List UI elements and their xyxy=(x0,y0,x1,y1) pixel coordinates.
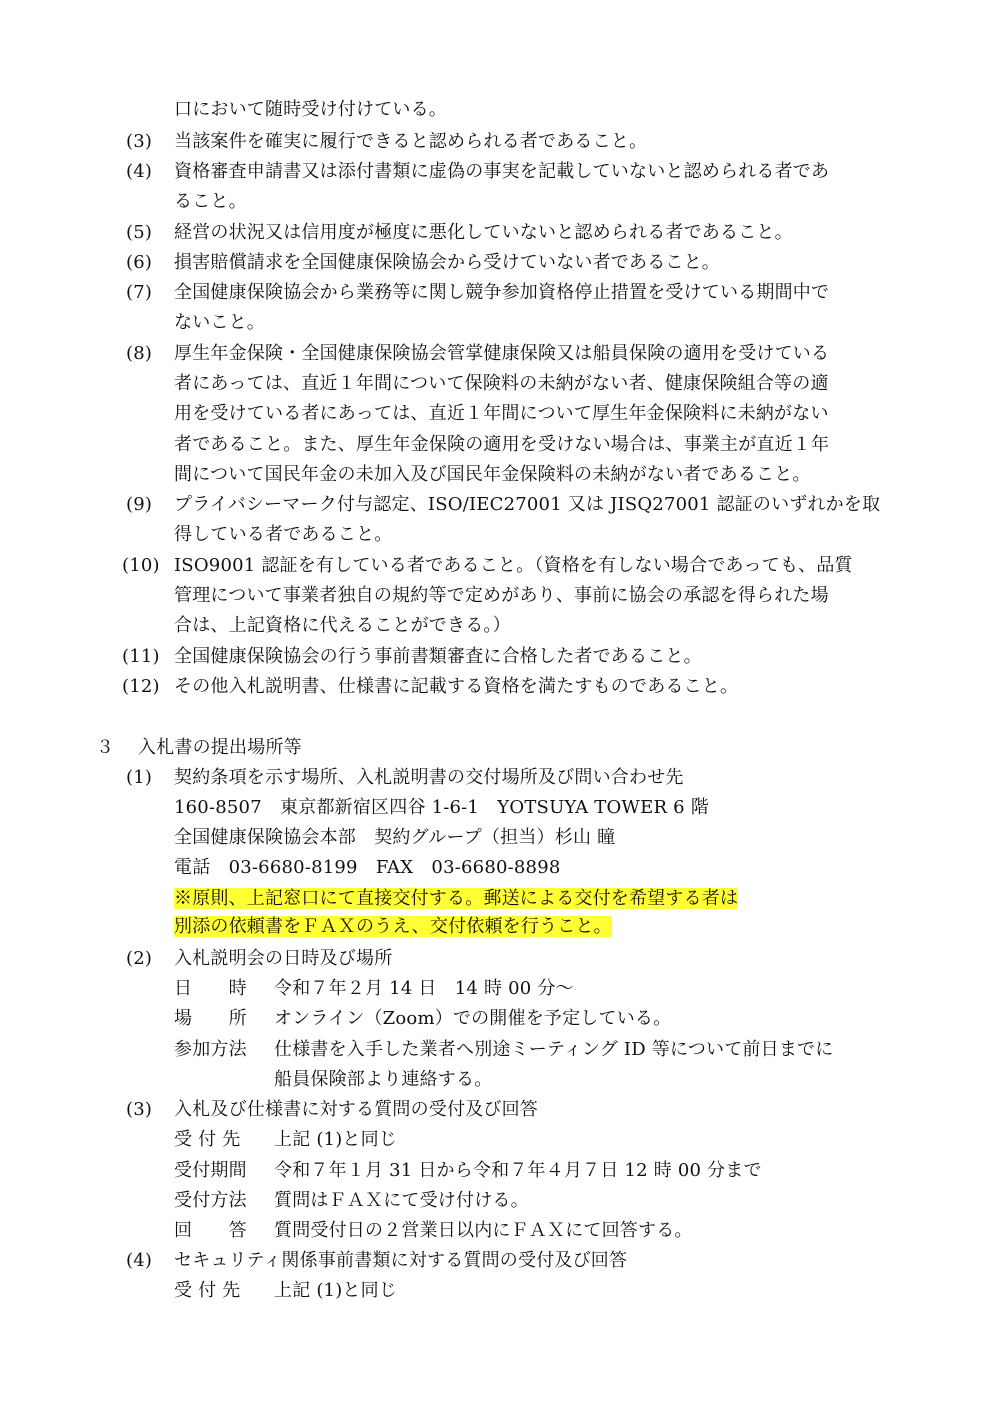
field-value: 船員保険部より連絡する。 xyxy=(274,1069,493,1090)
highlighted-note xyxy=(174,912,612,942)
field-value: 上記 (1)と同じ xyxy=(274,1129,398,1150)
field-label: 参加方法 xyxy=(174,1039,247,1060)
contact-address: 160-8507 東京都新宿区四谷 1-6-1 YOTSUYA TOWER 6 階 xyxy=(174,797,709,818)
field-label: 受 付 先 xyxy=(174,1280,241,1301)
subsection-title: 入札説明会の日時及び場所 xyxy=(174,948,393,969)
requirement-text: 間について国民年金の未加入及び国民年金保険料の未納がない者であること。 xyxy=(174,464,811,485)
requirement-text: 損害賠償請求を全国健康保険協会から受けていない者であること。 xyxy=(174,252,720,273)
subsection-number: (3) xyxy=(126,1099,153,1120)
contact-phone: 電話 03-6680-8199 FAX 03-6680-8898 xyxy=(174,857,561,878)
requirement-text: 全国健康保険協会の行う事前書類審査に合格した者であること。 xyxy=(174,646,702,667)
requirement-text: 用を受けている者にあっては、直近１年間について厚生年金保険料に未納がない xyxy=(174,403,829,424)
requirement-text: 厚生年金保険・全国健康保険協会管掌健康保険又は船員保険の適用を受けている xyxy=(174,343,830,364)
subsection-number: (2) xyxy=(126,948,153,969)
highlighted-note xyxy=(174,884,738,914)
field-label: 回 答 xyxy=(174,1220,247,1241)
requirement-number: (6) xyxy=(126,252,153,273)
field-value: オンライン（Zoom）での開催を予定している。 xyxy=(274,1008,672,1029)
requirement-text: ないこと。 xyxy=(174,312,265,333)
requirement-text: 当該案件を確実に履行できると認められる者であること。 xyxy=(174,131,648,152)
requirement-number: (3) xyxy=(126,131,153,152)
requirement-text: 得している者であること。 xyxy=(174,524,393,545)
requirement-number: (12) xyxy=(122,676,160,697)
field-value: 上記 (1)と同じ xyxy=(274,1280,398,1301)
requirement-number: (9) xyxy=(126,494,153,515)
subsection-number: (4) xyxy=(126,1250,153,1271)
requirement-text: 管理について事業者独自の規約等で定めがあり、事前に協会の承認を得られた場 xyxy=(174,585,829,606)
requirement-number: (11) xyxy=(122,646,160,667)
field-value: 質問受付日の２営業日以内にＦＡＸにて回答する。 xyxy=(274,1220,693,1241)
field-value: 令和７年２月 14 日 14 時 00 分～ xyxy=(274,978,574,999)
highlighted-text: ※原則、上記窓口にて直接交付する。郵送による交付を希望する者は xyxy=(174,888,739,909)
requirement-text: 合は、上記資格に代えることができる。） xyxy=(174,615,511,636)
field-label: 受 付 先 xyxy=(174,1129,241,1150)
requirement-text: プライバシーマーク付与認定、ISO/IEC27001 又は JISQ27001 認証のいずれかを取 xyxy=(174,494,881,515)
requirement-text: 資格審査申請書又は添付書類に虚偽の事実を記載していないと認められる者であ xyxy=(174,161,830,182)
section-title: 入札書の提出場所等 xyxy=(138,737,302,758)
requirement-text: ること。 xyxy=(174,191,247,212)
requirement-number: (5) xyxy=(126,222,153,243)
field-label: 受付期間 xyxy=(174,1160,247,1181)
requirement-text: 全国健康保険協会から業務等に関し競争参加資格停止措置を受けている期間中で xyxy=(174,282,830,303)
field-value: 質問はＦＡＸにて受け付ける。 xyxy=(274,1190,529,1211)
field-value: 令和７年１月 31 日から令和７年４月７日 12 時 00 分まで xyxy=(274,1160,762,1181)
field-label: 受付方法 xyxy=(174,1190,247,1211)
requirement-text: 者であること。また、厚生年金保険の適用を受けない場合は、事業主が直近１年 xyxy=(174,434,830,455)
field-label: 場 所 xyxy=(174,1008,247,1029)
contact-office: 全国健康保険協会本部 契約グループ（担当）杉山 瞳 xyxy=(174,827,616,848)
requirement-text: ISO9001 認証を有している者であること。（資格を有しない場合であっても、品質 xyxy=(174,555,853,576)
continuation-line: 口において随時受け付けている。 xyxy=(174,99,447,120)
requirement-text: 経営の状況又は信用度が極度に悪化していないと認められる者であること。 xyxy=(174,222,793,243)
subsection-title: 入札及び仕様書に対する質問の受付及び回答 xyxy=(174,1099,538,1120)
requirement-number: (4) xyxy=(126,161,153,182)
requirement-text: 者にあっては、直近１年間について保険料の未納がない者、健康保険組合等の適 xyxy=(174,373,829,394)
subsection-title: 契約条項を示す場所、入札説明書の交付場所及び問い合わせ先 xyxy=(174,767,684,788)
subsection-number: (1) xyxy=(126,767,153,788)
requirement-number: (10) xyxy=(122,555,160,576)
subsection-title: セキュリティ関係事前書類に対する質問の受付及び回答 xyxy=(174,1250,628,1271)
requirement-number: (8) xyxy=(126,343,153,364)
highlighted-text: 別添の依頼書をＦＡＸのうえ、交付依頼を行うこと。 xyxy=(174,916,612,937)
section-number: ３ xyxy=(96,737,115,758)
field-label: 日 時 xyxy=(174,978,247,999)
requirement-number: (7) xyxy=(126,282,153,303)
requirement-text: その他入札説明書、仕様書に記載する資格を満たすものであること。 xyxy=(174,676,739,697)
field-value: 仕様書を入手した業者へ別途ミーティング ID 等について前日までに xyxy=(274,1039,834,1060)
